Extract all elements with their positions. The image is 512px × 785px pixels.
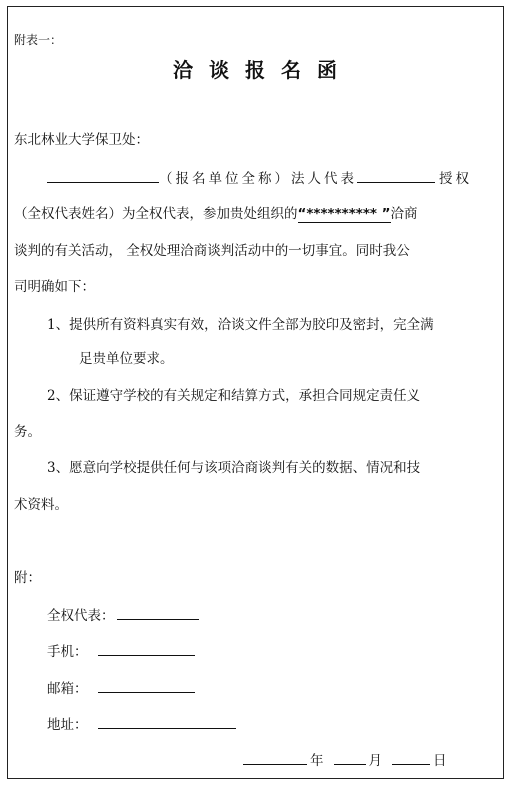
date-row (243, 750, 447, 770)
phone-label: 手机： (47, 644, 88, 660)
rep-field[interactable] (117, 605, 199, 620)
email-field[interactable] (98, 678, 195, 693)
rep-label: 全权代表： (47, 608, 115, 624)
paragraph-line-2-a: （全权代表姓名）为全权代表，参加贵处组织的 (14, 206, 298, 222)
email-label: 邮箱： (47, 681, 88, 697)
paragraph-line-2 (14, 205, 418, 223)
address-row (47, 714, 236, 734)
item-3-line-1: 3、愿意向学校提供任何与该项洽商谈判有关的数据、情况和技 (47, 460, 421, 476)
address-field[interactable] (98, 714, 236, 729)
paragraph-line-3: 谈判的有关活动， 全权处理洽商谈判活动中的一切事宜。同时我公 (14, 243, 410, 259)
salutation: 东北林业大学保卫处： (14, 132, 149, 148)
item-1-line-1: 1、提供所有资料真实有效，洽谈文件全部为胶印及密封，完全满 (47, 317, 434, 333)
document-title: 洽谈报名函 (173, 58, 353, 82)
legal-rep-blank[interactable] (357, 168, 435, 183)
rep-row (47, 605, 199, 625)
phone-field[interactable] (98, 641, 195, 656)
item-2-line-1: 2、保证遵守学校的有关规定和结算方式，承担合同规定责任义 (47, 388, 421, 404)
item-2-line-2: 务。 (14, 424, 41, 440)
paragraph-line-4: 司明确如下： (14, 279, 95, 295)
paragraph-line-2-b: 洽商 (390, 206, 418, 222)
attachment-label: 附表一： (14, 33, 63, 47)
phone-row (47, 641, 195, 661)
day-label: 日 (433, 753, 447, 769)
authorize-text: 授权 (439, 171, 472, 187)
item-1-line-2: 足贵单位要求。 (79, 351, 174, 367)
appendix-label: 附： (14, 570, 41, 586)
day-field[interactable] (392, 750, 430, 765)
address-label: 地址： (47, 717, 88, 733)
unit-name-label: （报名单位全称）法人代表 (159, 171, 357, 187)
paragraph-line-1 (47, 168, 472, 188)
month-label: 月 (368, 753, 382, 769)
month-field[interactable] (334, 750, 366, 765)
unit-name-blank[interactable] (47, 168, 159, 183)
year-label: 年 (310, 753, 324, 769)
year-field[interactable] (243, 750, 307, 765)
email-row (47, 678, 195, 698)
item-3-line-2: 术资料。 (14, 497, 68, 513)
project-name: “********** ” (297, 206, 391, 222)
